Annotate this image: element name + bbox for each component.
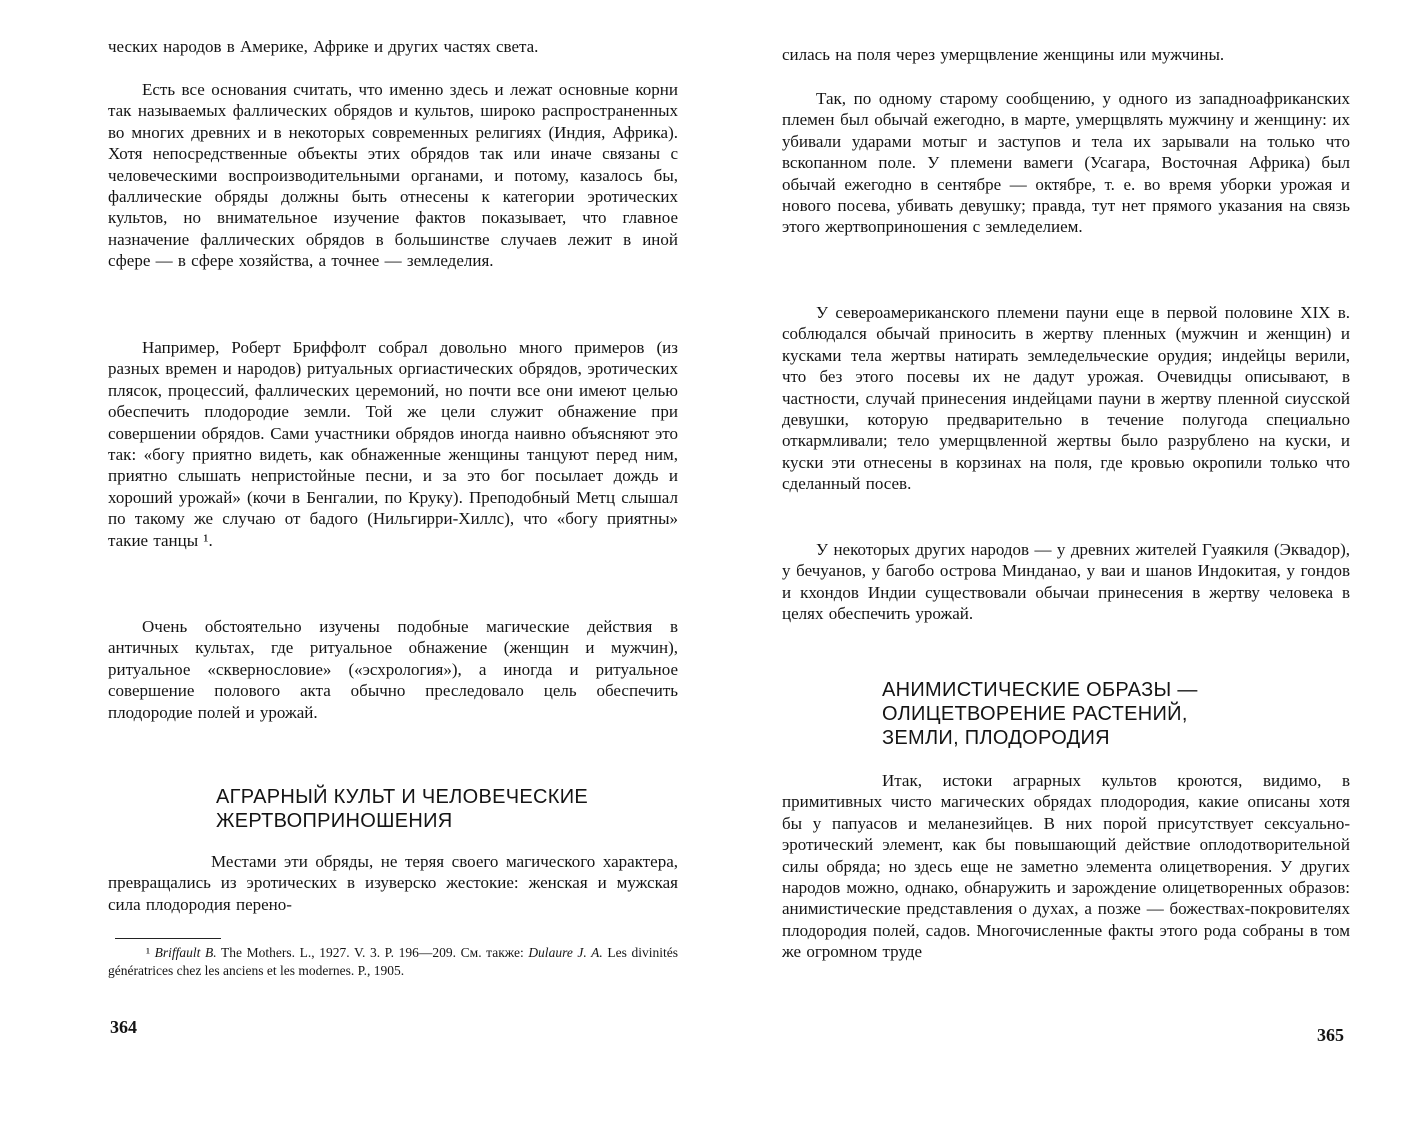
right-paragraph-2: Так, по одному старому сообщению, у одного из западноафриканских племен был обычай ежегодно, в марте, умерщвлять мужчину и женщину: их убивали ударами мотыг и заступов и тела их зарывали на только что вскопанном поле. У племени вамеги (Усагара, Восточная Африка) был обычай ежегодно в сентябре — октябре, т. е. во время уборки урожая и нового посева, убивать девушку; правда, тут нет прямого указания на связь этого жертвоприношения с земледелием. <box>782 89 1350 237</box>
section-heading-agrarian-cult: АГРАРНЫЙ КУЛЬТ И ЧЕЛОВЕЧЕСКИЕ ЖЕРТВОПРИНОШЕНИЯ <box>216 786 589 832</box>
footnote-divider <box>115 938 221 939</box>
right-paragraph-4: У некоторых других народов — у древних жителей Гуаякиля (Эквадор), у бечуанов, у багобо острова Минданао, у ваи и шанов Индокитая, у гондов и кхондов Индии существовали обычаи принесения в жертву человека в целях обеспечить урожай. <box>782 540 1350 624</box>
footnote <box>108 944 678 979</box>
footnote-text-2: Les divinités génératrices chez les anciens et les modernes. P., 1905. <box>108 945 678 978</box>
left-paragraph-1: ческих народов в Америке, Африке и других частях света. <box>108 37 539 56</box>
left-section-paragraph: Местами эти обряды, не теряя своего магического характера, превращались из эротических в изуверско жестокие: женская и мужская сила плодородия перено- <box>108 852 678 914</box>
right-paragraph-1: силась на поля через умерщвление женщины или мужчины. <box>782 45 1225 64</box>
section-heading-animistic-images: АНИМИСТИЧЕСКИЕ ОБРАЗЫ — ОЛИЦЕТВОРЕНИЕ РАСТЕНИЙ, ЗЕМЛИ, ПЛОДОРОДИЯ <box>882 679 1198 749</box>
footnote-author-2: Dulaure J. A. <box>528 945 603 960</box>
left-paragraph-3: Например, Роберт Бриффолт собрал довольно много примеров (из разных времен и народов) ритуальных оргиастических обрядов, эротических плясок, процессий, фаллических церемоний, но почти все они имеют целью обеспечить плодородие земли. Той же цели служит обнажение при совершении обрядов. Сами участники обрядов иногда наивно объясняют это так: «богу приятно видеть, как обнаженные женщины танцуют перед ним, приятно слышать непристойные песни, и за это бог посылает дождь и хороший урожай» (кочи в Бенгалии, по Круку). Преподобный Метц слышал по такому же случаю от бадого (Нильгирри-Хиллс), что «богу приятны» такие танцы ¹. <box>108 338 678 550</box>
page-number-right: 365 <box>1317 1025 1344 1045</box>
left-paragraph-2: Есть все основания считать, что именно здесь и лежат основные корни так называемых фаллических обрядов и культов, широко распространенных во многих древних и в некоторых современных религиях (Индия, Африка). Хотя непосредственные объекты этих обрядов так или иначе связаны с человеческими воспроизводительными органами, и потому, казалось бы, фаллические обряды должны быть отнесены к категории эротических культов, но внимательное изучение фактов показывает, что главное назначение фаллических обрядов в большинстве случаев лежит в иной сфере — в сфере хозяйства, а точнее — земледелия. <box>108 80 678 271</box>
right-section-paragraph: Итак, истоки аграрных культов кроются, видимо, в примитивных чисто магических обрядах плодородия, какие описаны хотя бы у папуасов и меланезийцев. В них порой присутствует сексуально-эротический элемент, как бы повышающий действие оплодотворительной силы обряда; но здесь еще не заметно элемента олицетворения. У других народов можно, однако, обнаружить и зарождение олицетворенных образов: анимистические представления о духах, а позже — божествах-покровителях плодородия полей, садов. Многочисленные факты этого рода собраны в том же огромном труде <box>782 771 1350 962</box>
footnote-text-1: The Mothers. L., 1927. V. 3. P. 196—209. См. также: <box>216 945 529 960</box>
left-paragraph-4: Очень обстоятельно изучены подобные магические действия в античных культах, где ритуальное обнажение (женщин и мужчин), ритуальное «сквернословие» («эсхрология»), а иногда и ритуальное совершение полового акта обычно преследовало цель обеспечить плодородие полей и урожай. <box>108 617 678 722</box>
footnote-marker: ¹ <box>146 945 151 960</box>
page-number-left: 364 <box>110 1017 137 1037</box>
right-paragraph-3: У североамериканского племени пауни еще в первой половине XIX в. соблюдался обычай приносить в жертву пленных (мужчин и женщин) и кусками тела жертвы натирать земледельческие орудия; индейцы верили, что без этого посевы их не дадут урожая. Очевидцы описывают, в частности, случай принесения индейцами пауни в жертву пленной сиусской девушки, которую предварительно в течение полугода специально откармливали; тело умерщвленной жертвы было разрублено на куски, и куски эти отнесены в корзинах на поля, где кровью окропили только что сделанный посев. <box>782 303 1350 494</box>
footnote-author-1: Briffault B. <box>154 945 217 960</box>
